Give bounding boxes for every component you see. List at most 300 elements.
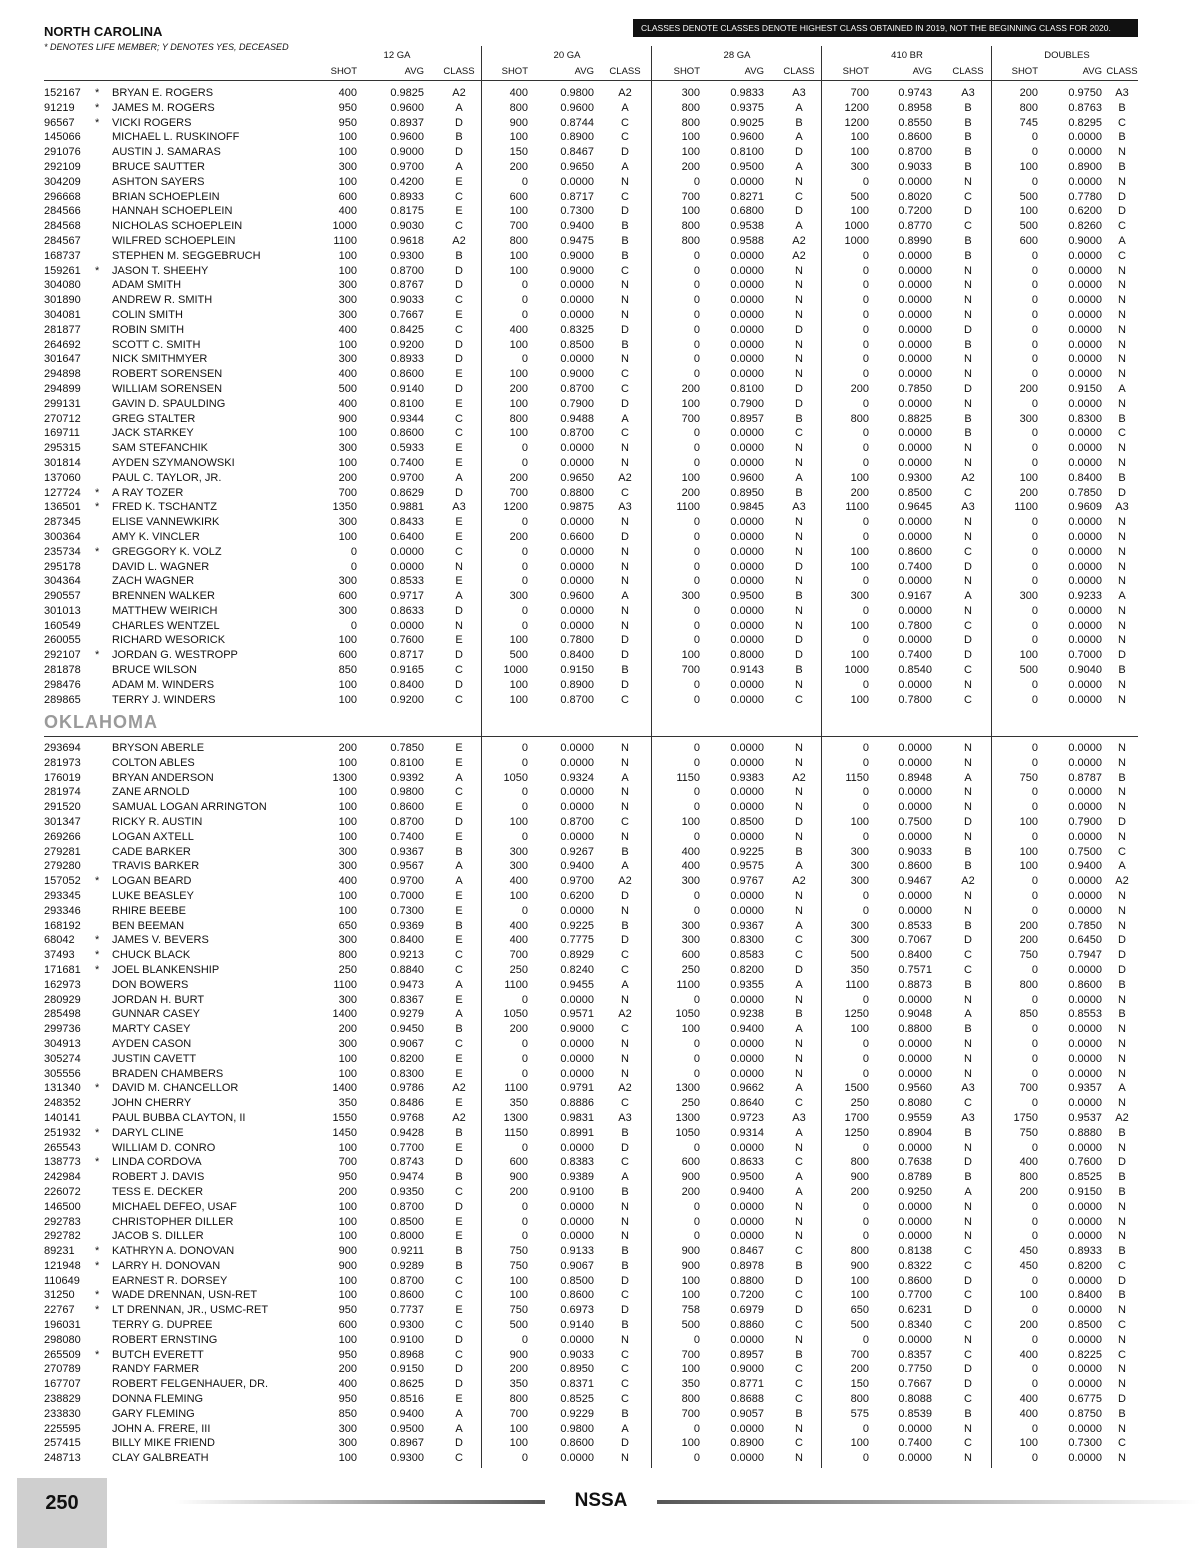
stat-cell: 0.9600	[560, 590, 594, 603]
class-cell: B	[621, 234, 629, 247]
stat-cell: 0.0000	[730, 634, 764, 647]
stat-cell: 0.6800	[730, 205, 764, 218]
stat-cell: 800	[509, 234, 528, 247]
stat-cell: 100	[509, 264, 528, 277]
stat-cell: 100	[681, 1363, 700, 1376]
member-id: 296668	[44, 190, 81, 203]
stat-cell: 100	[1019, 160, 1038, 173]
member-id: 279280	[44, 860, 81, 873]
class-cell: A3	[618, 1111, 632, 1124]
member-name: AYDEN CASON	[112, 1037, 192, 1050]
stat-cell: 400	[509, 87, 528, 99]
table-row	[0, 204, 1200, 219]
class-cell: D	[621, 1274, 629, 1287]
class-cell: E	[455, 634, 463, 647]
stat-cell: 0.6979	[730, 1304, 764, 1317]
stat-cell: 750	[509, 1245, 528, 1258]
table-row	[0, 1037, 1200, 1052]
stat-cell: 0.9559	[898, 1111, 932, 1124]
stat-cell: 0.7067	[898, 934, 932, 947]
member-id: 136501	[44, 501, 81, 514]
stat-cell: 1750	[1013, 1111, 1038, 1124]
member-id: 304364	[44, 575, 81, 588]
stat-cell: 100	[338, 249, 357, 262]
stat-cell: 0	[1031, 575, 1038, 588]
member-id: 159261	[44, 264, 81, 277]
class-cell: N	[795, 1141, 803, 1154]
class-cell: N	[795, 545, 803, 558]
class-cell: E	[455, 175, 463, 188]
class-cell: D	[621, 649, 629, 662]
life-member-mark: *	[95, 486, 100, 499]
stat-cell: 0	[862, 1422, 869, 1435]
stat-cell: 1700	[844, 1111, 869, 1124]
class-cell: N	[964, 889, 972, 902]
stat-cell: 0.8717	[560, 190, 594, 203]
stat-cell: 0	[862, 1230, 869, 1243]
stat-cell: 0	[693, 294, 700, 307]
table-row	[0, 530, 1200, 545]
stat-cell: 100	[1019, 471, 1038, 484]
stat-cell: 500	[1019, 664, 1038, 677]
stat-cell: 100	[850, 693, 869, 706]
table-row	[0, 367, 1200, 382]
stat-cell: 745	[1019, 116, 1038, 129]
stat-cell: 0.8600	[390, 801, 424, 814]
stat-cell: 700	[338, 1156, 357, 1169]
stat-cell: 1050	[675, 1008, 700, 1021]
stat-cell: 0.9025	[730, 116, 764, 129]
stat-cell: 100	[338, 427, 357, 440]
stat-cell: 0	[1031, 693, 1038, 706]
stat-cell: 0.0000	[730, 889, 764, 902]
member-id: 140141	[44, 1111, 81, 1124]
stat-cell: 1100	[333, 234, 357, 247]
class-cell: A	[795, 978, 803, 991]
stat-cell: 100	[338, 1452, 357, 1465]
stat-cell: 0.0000	[898, 338, 932, 351]
stat-cell: 0.9300	[390, 1319, 424, 1332]
stat-cell: 400	[509, 919, 528, 932]
stat-cell: 0.0000	[1068, 830, 1102, 843]
class-cell: D	[621, 205, 629, 218]
stat-cell: 400	[681, 860, 700, 873]
stat-cell: 0.9000	[560, 368, 594, 381]
stat-cell: 0	[1031, 604, 1038, 617]
stat-cell: 0	[1031, 1052, 1038, 1065]
class-cell: N	[621, 1200, 629, 1213]
stat-cell: 0.6231	[898, 1304, 932, 1317]
group-label: DOUBLES	[1044, 50, 1090, 61]
table-row	[0, 486, 1200, 501]
table-row	[0, 116, 1200, 131]
stat-cell: 0	[1031, 353, 1038, 366]
class-cell: N	[1118, 530, 1126, 543]
member-id: 301013	[44, 604, 81, 617]
class-cell: N	[621, 604, 629, 617]
stat-cell: 0	[862, 249, 869, 262]
class-cell: C	[455, 1348, 463, 1361]
stat-cell: 1500	[844, 1082, 869, 1095]
table-row	[0, 963, 1200, 978]
class-cell: B	[1118, 1126, 1126, 1139]
stat-cell: 0.7800	[560, 634, 594, 647]
stat-cell: 0.0000	[730, 175, 764, 188]
stat-cell: 300	[681, 919, 700, 932]
stat-cell: 1150	[504, 1126, 528, 1139]
class-cell: B	[795, 116, 803, 129]
member-name: ROBERT ERNSTING	[112, 1333, 218, 1346]
stat-cell: 0.9200	[390, 693, 424, 706]
stat-cell: 0.0000	[1068, 560, 1102, 573]
stat-cell: 0.5933	[390, 442, 424, 455]
column-header: AVG	[912, 66, 932, 77]
table-row	[0, 845, 1200, 860]
stat-cell: 0	[521, 993, 528, 1006]
stat-cell: 0.0000	[1068, 801, 1102, 814]
class-cell: E	[455, 205, 463, 218]
stat-cell: 100	[850, 471, 869, 484]
stat-cell: 100	[509, 427, 528, 440]
stat-cell: 0.0000	[730, 249, 764, 262]
stat-cell: 0.0000	[560, 175, 594, 188]
class-cell: E	[455, 756, 463, 769]
stat-cell: 0.8929	[560, 949, 594, 962]
stat-cell: 300	[338, 442, 357, 455]
table-row	[0, 86, 1200, 101]
stat-cell: 0.0000	[730, 604, 764, 617]
member-name: DARYL CLINE	[112, 1126, 184, 1139]
class-cell: B	[1118, 1289, 1126, 1302]
stat-cell: 700	[681, 1407, 700, 1420]
stat-cell: 0.8770	[898, 220, 932, 233]
member-id: 265509	[44, 1348, 81, 1361]
stat-cell: 0.9700	[560, 875, 594, 888]
class-cell: C	[621, 382, 629, 395]
class-cell: C	[1118, 116, 1126, 129]
class-cell: B	[795, 412, 803, 425]
stat-cell: 700	[1019, 1082, 1038, 1095]
class-cell: E	[455, 742, 463, 754]
class-cell: C	[455, 693, 463, 706]
class-cell: B	[1118, 1171, 1126, 1184]
stat-cell: 0.8400	[1068, 471, 1102, 484]
class-cell: N	[795, 756, 803, 769]
stat-cell: 400	[681, 845, 700, 858]
class-cell: C	[621, 963, 629, 976]
stat-cell: 100	[338, 338, 357, 351]
class-cell: B	[795, 486, 803, 499]
stat-cell: 0.0000	[898, 427, 932, 440]
stat-cell: 100	[850, 1274, 869, 1287]
table-row	[0, 1170, 1200, 1185]
table-row	[0, 948, 1200, 963]
stat-cell: 0	[1031, 427, 1038, 440]
column-header: SHOT	[842, 66, 869, 77]
stat-cell: 300	[338, 1422, 357, 1435]
stat-cell: 0	[1031, 530, 1038, 543]
stat-cell: 0.0000	[730, 693, 764, 706]
stat-cell: 0.0000	[730, 1215, 764, 1228]
stat-cell: 0	[1031, 560, 1038, 573]
class-cell: A	[621, 101, 629, 114]
class-cell: N	[1118, 742, 1126, 754]
stat-cell: 800	[1019, 1171, 1038, 1184]
stat-cell: 0	[862, 353, 869, 366]
stat-cell: 0	[521, 1141, 528, 1154]
stat-cell: 0.9845	[730, 501, 764, 514]
table-row	[0, 1303, 1200, 1318]
class-cell: C	[795, 1156, 803, 1169]
member-id: 301814	[44, 456, 81, 469]
stat-cell: 0.9450	[390, 1023, 424, 1036]
class-cell: A	[964, 590, 972, 603]
member-id: 292782	[44, 1230, 81, 1243]
class-cell: N	[621, 619, 629, 632]
stat-cell: 0.0000	[898, 456, 932, 469]
stat-cell: 100	[1019, 860, 1038, 873]
stat-cell: 0.8553	[1068, 1008, 1102, 1021]
class-cell: A	[621, 590, 629, 603]
class-cell: E	[455, 516, 463, 529]
stat-cell: 0	[521, 545, 528, 558]
member-id: 127724	[44, 486, 81, 499]
class-cell: D	[455, 146, 463, 159]
class-cell: D	[964, 205, 972, 218]
stat-cell: 0.0000	[1068, 530, 1102, 543]
stat-cell: 0.0000	[898, 516, 932, 529]
stat-cell: 0.0000	[730, 368, 764, 381]
class-cell: N	[964, 516, 972, 529]
stat-cell: 0.8900	[560, 678, 594, 691]
stat-cell: 500	[509, 649, 528, 662]
class-cell: B	[964, 1171, 972, 1184]
stat-cell: 1000	[844, 664, 869, 677]
stat-cell: 200	[509, 1185, 528, 1198]
stat-cell: 200	[509, 471, 528, 484]
stat-cell: 400	[1019, 1156, 1038, 1169]
stat-cell: 0.8300	[730, 934, 764, 947]
stat-cell: 0	[862, 678, 869, 691]
member-name: JAMES M. ROGERS	[112, 101, 215, 114]
stat-cell: 1150	[845, 771, 869, 784]
stat-cell: 0.0000	[730, 575, 764, 588]
class-cell: C	[621, 486, 629, 499]
class-cell: E	[455, 575, 463, 588]
stat-cell: 100	[338, 264, 357, 277]
class-cell: D	[455, 1363, 463, 1376]
stat-cell: 0.9000	[560, 1023, 594, 1036]
member-id: 235734	[44, 545, 81, 558]
class-cell: N	[964, 353, 972, 366]
stat-cell: 300	[681, 934, 700, 947]
member-id: 225595	[44, 1422, 81, 1435]
member-id: 301347	[44, 815, 81, 828]
stat-cell: 0.0000	[1068, 175, 1102, 188]
member-id: 196031	[44, 1319, 81, 1332]
stat-cell: 0	[521, 456, 528, 469]
stat-cell: 0	[521, 279, 528, 292]
class-cell: D	[1118, 1156, 1126, 1169]
class-cell: D	[964, 1363, 972, 1376]
table-row	[0, 515, 1200, 530]
stat-cell: 100	[850, 131, 869, 144]
table-row	[0, 1392, 1200, 1407]
class-cell: A	[795, 1082, 803, 1095]
stat-cell: 0.0000	[730, 456, 764, 469]
stat-cell: 0.0000	[1068, 1200, 1102, 1213]
stat-cell: 0	[693, 1037, 700, 1050]
member-id: 281877	[44, 323, 81, 336]
class-cell: N	[621, 575, 629, 588]
stat-cell: 750	[1019, 771, 1038, 784]
stat-cell: 1000	[844, 234, 869, 247]
stat-cell: 0	[1031, 634, 1038, 647]
stat-cell: 1100	[1014, 501, 1038, 514]
stat-cell: 0.0000	[560, 1067, 594, 1080]
stat-cell: 0.0000	[390, 545, 424, 558]
stat-cell: 800	[509, 101, 528, 114]
table-row	[0, 604, 1200, 619]
stat-cell: 200	[1019, 1185, 1038, 1198]
class-cell: A3	[618, 501, 632, 514]
stat-cell: 400	[509, 323, 528, 336]
stat-cell: 400	[338, 87, 357, 99]
stat-cell: 0	[693, 1333, 700, 1346]
stat-cell: 0.9150	[1068, 1185, 1102, 1198]
member-name: BRUCE WILSON	[112, 664, 197, 677]
stat-cell: 0	[350, 560, 357, 573]
stat-cell: 0.8957	[730, 412, 764, 425]
class-cell: B	[455, 919, 463, 932]
table-row	[0, 412, 1200, 427]
class-cell: B	[621, 1126, 629, 1139]
member-name: ZANE ARNOLD	[112, 786, 190, 799]
stat-cell: 0.8400	[390, 934, 424, 947]
stat-cell: 100	[509, 338, 528, 351]
group-label: 12 GA	[383, 50, 411, 61]
class-cell: D	[455, 678, 463, 691]
stat-cell: 0.9881	[390, 501, 424, 514]
stat-cell: 0.8200	[1068, 1259, 1102, 1272]
stat-cell: 0.0000	[560, 1215, 594, 1228]
class-cell: B	[964, 234, 972, 247]
stat-cell: 0.0000	[730, 442, 764, 455]
stat-cell: 0.8688	[730, 1393, 764, 1406]
table-row	[0, 441, 1200, 456]
member-name: JORDAN H. BURT	[112, 993, 205, 1006]
stat-cell: 1350	[332, 501, 357, 514]
stat-cell: 0.8700	[898, 146, 932, 159]
stat-cell: 100	[338, 530, 357, 543]
class-cell: A2	[452, 1111, 466, 1124]
member-name: RICKY R. AUSTIN	[112, 815, 203, 828]
class-cell: B	[455, 1245, 463, 1258]
member-id: 291076	[44, 146, 81, 159]
class-cell: C	[964, 693, 972, 706]
table-row	[0, 1407, 1200, 1422]
stat-cell: 0.9350	[390, 1185, 424, 1198]
stat-cell: 0	[693, 801, 700, 814]
class-cell: C	[795, 1245, 803, 1258]
member-name: ROBERT J. DAVIS	[112, 1171, 205, 1184]
table-row	[0, 933, 1200, 948]
stat-cell: 0.8600	[898, 545, 932, 558]
stat-cell: 0.9455	[560, 978, 594, 991]
stat-cell: 0	[1031, 1023, 1038, 1036]
class-cell: N	[795, 456, 803, 469]
stat-cell: 150	[850, 1378, 869, 1391]
class-cell: D	[795, 815, 803, 828]
class-cell: C	[1118, 845, 1126, 858]
stat-cell: 100	[338, 1333, 357, 1346]
stat-cell: 0.8540	[898, 664, 932, 677]
stat-cell: 300	[338, 845, 357, 858]
stat-cell: 0.9500	[730, 590, 764, 603]
stat-cell: 0	[862, 1037, 869, 1050]
member-id: 281973	[44, 756, 81, 769]
member-id: 137060	[44, 471, 81, 484]
stat-cell: 0.8500	[560, 1274, 594, 1287]
class-cell: C	[455, 963, 463, 976]
stat-cell: 0.9600	[730, 131, 764, 144]
stat-cell: 800	[681, 234, 700, 247]
class-cell: B	[1118, 412, 1126, 425]
stat-cell: 0	[521, 516, 528, 529]
class-cell: C	[964, 963, 972, 976]
class-cell: C	[795, 1393, 803, 1406]
table-row	[0, 1052, 1200, 1067]
class-cell: N	[1118, 1333, 1126, 1346]
class-cell: B	[964, 978, 972, 991]
member-id: 131340	[44, 1082, 81, 1095]
stat-cell: 0.0000	[1068, 993, 1102, 1006]
class-cell: C	[964, 486, 972, 499]
class-cell: C	[455, 1289, 463, 1302]
member-name: BEN BEEMAN	[112, 919, 185, 932]
class-cell: B	[964, 116, 972, 129]
stat-cell: 0.7500	[1068, 845, 1102, 858]
class-cell: D	[1118, 486, 1126, 499]
stat-cell: 0.9650	[560, 160, 594, 173]
class-cell: A	[455, 1407, 463, 1420]
stat-cell: 0.0000	[1068, 146, 1102, 159]
class-cell: N	[1118, 604, 1126, 617]
stat-cell: 0.7571	[898, 963, 932, 976]
stat-cell: 0.0000	[898, 1230, 932, 1243]
stat-cell: 700	[681, 1348, 700, 1361]
member-id: 89231	[44, 1245, 75, 1258]
stat-cell: 0.0000	[560, 1333, 594, 1346]
stat-cell: 0.0000	[730, 560, 764, 573]
stat-cell: 0.8080	[898, 1097, 932, 1110]
stat-cell: 0.8750	[1068, 1407, 1102, 1420]
class-cell: A2	[792, 234, 806, 247]
class-cell: N	[795, 904, 803, 917]
stat-cell: 0	[1031, 678, 1038, 691]
stat-cell: 0.8880	[1068, 1126, 1102, 1139]
class-cell: A	[795, 1126, 803, 1139]
stat-cell: 0.0000	[1068, 249, 1102, 262]
stat-cell: 0.9133	[560, 1245, 594, 1258]
class-cell: C	[621, 815, 629, 828]
stat-cell: 0.9357	[1068, 1082, 1102, 1095]
class-cell: C	[621, 1097, 629, 1110]
stat-cell: 0.7600	[1068, 1156, 1102, 1169]
stat-cell: 0.8978	[730, 1259, 764, 1272]
table-row	[0, 678, 1200, 693]
stat-cell: 600	[509, 190, 528, 203]
